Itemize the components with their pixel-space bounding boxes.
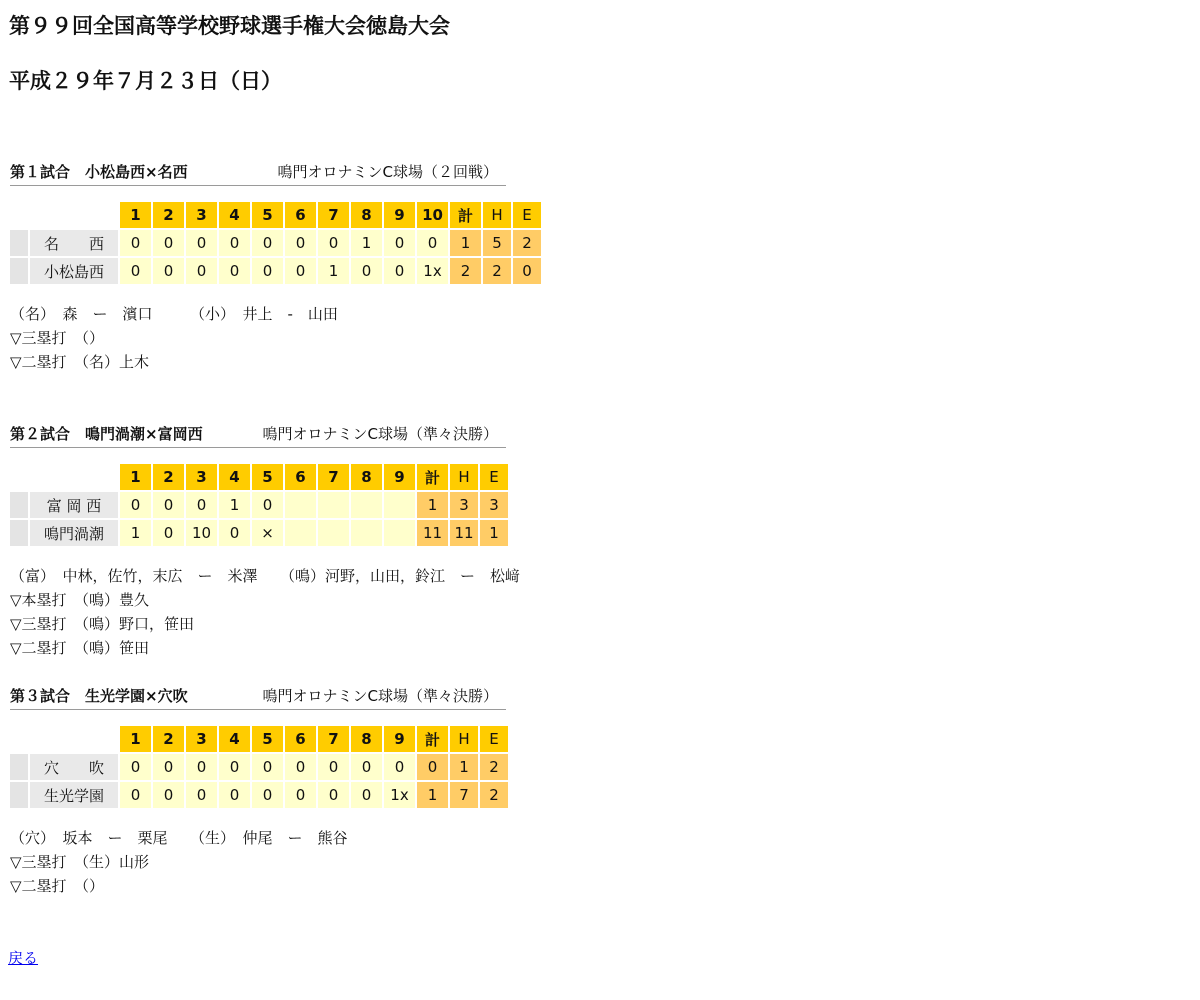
total-errors: 2: [480, 754, 508, 780]
inning-header: 3: [186, 726, 217, 752]
inning-header: 1: [120, 726, 151, 752]
inning-score: [285, 492, 316, 518]
inning-header: 2: [153, 202, 184, 228]
inning-score: 1: [219, 492, 250, 518]
header-corner-marker: [10, 726, 28, 752]
inning-score: 0: [252, 782, 283, 808]
inning-score: 0: [219, 258, 250, 284]
inning-header: 2: [153, 726, 184, 752]
hit-record-line: ▽二塁打 （名）上木: [10, 353, 150, 371]
team-name: 小松島西: [30, 258, 118, 284]
total-hits: 7: [450, 782, 478, 808]
header-corner-team: [30, 202, 118, 228]
inning-header: 7: [318, 202, 349, 228]
inning-score: 0: [153, 258, 184, 284]
inning-header: 9: [384, 464, 415, 490]
inning-header: 4: [219, 726, 250, 752]
game-title: 第２試合 鳴門渦潮×富岡西: [10, 425, 203, 443]
score-header-row: [10, 726, 508, 752]
inning-score: 0: [285, 230, 316, 256]
hits-header: H: [450, 726, 478, 752]
inning-header: 8: [351, 726, 382, 752]
team-score-row: [10, 520, 508, 546]
team-name: 富 岡 西: [30, 492, 118, 518]
total-runs: 1: [450, 230, 481, 256]
inning-score: [318, 520, 349, 546]
inning-header: 9: [384, 726, 415, 752]
inning-score: 0: [285, 258, 316, 284]
total-hits: 3: [450, 492, 478, 518]
game-title: 第３試合 生光学園×穴吹: [10, 687, 188, 705]
game-notes: [10, 302, 590, 374]
inning-score: 0: [252, 258, 283, 284]
inning-score: 0: [186, 258, 217, 284]
total-hits: 11: [450, 520, 478, 546]
game-venue: 鳴門オロナミンC球場（準々決勝）: [262, 425, 498, 443]
inning-header: 3: [186, 202, 217, 228]
inning-score: 1x: [384, 782, 415, 808]
inning-score: 0: [351, 782, 382, 808]
header-corner-team: [30, 464, 118, 490]
inning-header: 6: [285, 464, 316, 490]
inning-score: 0: [351, 754, 382, 780]
inning-score: [384, 492, 415, 518]
game-venue: 鳴門オロナミンC球場（準々決勝）: [262, 687, 498, 705]
inning-score: 0: [384, 754, 415, 780]
hit-record-line: ▽本塁打 （鳴）豊久: [10, 591, 150, 609]
inning-score: 0: [384, 258, 415, 284]
inning-header: 1: [120, 202, 151, 228]
inning-score: [351, 492, 382, 518]
inning-score: 0: [186, 230, 217, 256]
inning-score: [285, 520, 316, 546]
inning-score: 0: [186, 492, 217, 518]
row-marker: [10, 782, 28, 808]
inning-header: 8: [351, 202, 382, 228]
header-corner-marker: [10, 464, 28, 490]
inning-score: 0: [252, 754, 283, 780]
inning-score: 0: [252, 492, 283, 518]
battery-line: （富） 中林，佐竹，末広 ー 米澤 （鳴）河野，山田，鈴江 ー 松﨑: [10, 567, 521, 585]
inning-score: 0: [153, 230, 184, 256]
header-corner-marker: [10, 202, 28, 228]
hit-record-line: ▽三塁打 （生）山形: [10, 853, 150, 871]
inning-score: 1: [318, 258, 349, 284]
hits-header: H: [450, 464, 478, 490]
game-title: 第１試合 小松島西×名西: [10, 163, 188, 181]
inning-header: 9: [384, 202, 415, 228]
score-header-row: [10, 202, 541, 228]
score-table: [8, 462, 510, 548]
game-date: 平成２９年７月２３日（日）: [9, 69, 282, 93]
row-marker: [10, 754, 28, 780]
total-errors: 2: [513, 230, 541, 256]
runs-header: 計: [417, 464, 448, 490]
inning-header: 6: [285, 202, 316, 228]
inning-header: 3: [186, 464, 217, 490]
inning-score: [384, 520, 415, 546]
team-name: 鳴門渦潮: [30, 520, 118, 546]
game-block: [10, 684, 590, 898]
inning-score: 0: [252, 230, 283, 256]
runs-header: 計: [450, 202, 481, 228]
inning-score: 0: [153, 492, 184, 518]
inning-header: 6: [285, 726, 316, 752]
errors-header: E: [513, 202, 541, 228]
game-notes: [10, 826, 590, 898]
inning-header: 4: [219, 464, 250, 490]
inning-header: 7: [318, 464, 349, 490]
inning-header: 2: [153, 464, 184, 490]
inning-header: 8: [351, 464, 382, 490]
score-table: [8, 200, 543, 286]
total-errors: 1: [480, 520, 508, 546]
team-score-row: [10, 258, 541, 284]
inning-score: 0: [219, 520, 250, 546]
inning-score: 0: [120, 492, 151, 518]
game-notes: [10, 564, 590, 660]
inning-score: 0: [186, 782, 217, 808]
total-runs: 2: [450, 258, 481, 284]
inning-score: 0: [219, 754, 250, 780]
total-errors: 0: [513, 258, 541, 284]
score-header-row: [10, 464, 508, 490]
hit-record-line: ▽三塁打 （鳴）野口，笹田: [10, 615, 195, 633]
inning-score: 0: [285, 782, 316, 808]
inning-score: 0: [120, 258, 151, 284]
inning-score: 0: [219, 782, 250, 808]
game-header: [10, 684, 506, 710]
row-marker: [10, 492, 28, 518]
inning-score: 0: [384, 230, 415, 256]
inning-score: 0: [120, 230, 151, 256]
hit-record-line: ▽二塁打 （鳴）笹田: [10, 639, 150, 657]
total-errors: 3: [480, 492, 508, 518]
inning-score: 0: [318, 782, 349, 808]
game-header: [10, 422, 506, 448]
inning-header: 5: [252, 726, 283, 752]
total-hits: 1: [450, 754, 478, 780]
inning-score: 0: [153, 520, 184, 546]
team-name: 名 西: [30, 230, 118, 256]
team-name: 生光学園: [30, 782, 118, 808]
total-hits: 2: [483, 258, 511, 284]
inning-score: 1: [120, 520, 151, 546]
team-score-row: [10, 492, 508, 518]
inning-header: 5: [252, 202, 283, 228]
inning-score: 0: [120, 782, 151, 808]
row-marker: [10, 258, 28, 284]
inning-score: 0: [186, 754, 217, 780]
inning-score: 1x: [417, 258, 448, 284]
errors-header: E: [480, 726, 508, 752]
inning-score: 0: [318, 754, 349, 780]
battery-line: （名） 森 ー 濱口 （小） 井上 - 山田: [10, 305, 338, 323]
game-venue: 鳴門オロナミンC球場（２回戦）: [277, 163, 498, 181]
inning-score: 0: [120, 754, 151, 780]
team-score-row: [10, 782, 508, 808]
page-title: 第９９回全国高等学校野球選手権大会徳島大会: [9, 14, 450, 38]
inning-score: 0: [153, 754, 184, 780]
inning-score: [351, 520, 382, 546]
team-score-row: [10, 754, 508, 780]
total-runs: 11: [417, 520, 448, 546]
back-link[interactable]: 戻る: [8, 949, 39, 967]
inning-header: 7: [318, 726, 349, 752]
total-runs: 0: [417, 754, 448, 780]
inning-score: 0: [153, 782, 184, 808]
inning-header: 1: [120, 464, 151, 490]
inning-score: 10: [186, 520, 217, 546]
inning-score: 0: [219, 230, 250, 256]
total-runs: 1: [417, 782, 448, 808]
total-runs: 1: [417, 492, 448, 518]
header-corner-team: [30, 726, 118, 752]
inning-header: 5: [252, 464, 283, 490]
total-hits: 5: [483, 230, 511, 256]
battery-line: （穴） 坂本 ー 栗尾 （生） 仲尾 ー 熊谷: [10, 829, 348, 847]
inning-score: 0: [351, 258, 382, 284]
inning-score: 1: [351, 230, 382, 256]
total-errors: 2: [480, 782, 508, 808]
inning-score: 0: [417, 230, 448, 256]
inning-header: 10: [417, 202, 448, 228]
game-block: [10, 160, 590, 374]
row-marker: [10, 230, 28, 256]
row-marker: [10, 520, 28, 546]
game-block: [10, 422, 590, 660]
hit-record-line: ▽三塁打 （）: [10, 329, 105, 347]
team-score-row: [10, 230, 541, 256]
game-header: [10, 160, 506, 186]
inning-score: 0: [318, 230, 349, 256]
inning-score: ×: [252, 520, 283, 546]
team-name: 穴 吹: [30, 754, 118, 780]
errors-header: E: [480, 464, 508, 490]
score-table: [8, 724, 510, 810]
inning-header: 4: [219, 202, 250, 228]
inning-score: [318, 492, 349, 518]
hits-header: H: [483, 202, 511, 228]
inning-score: 0: [285, 754, 316, 780]
runs-header: 計: [417, 726, 448, 752]
hit-record-line: ▽二塁打 （）: [10, 877, 105, 895]
